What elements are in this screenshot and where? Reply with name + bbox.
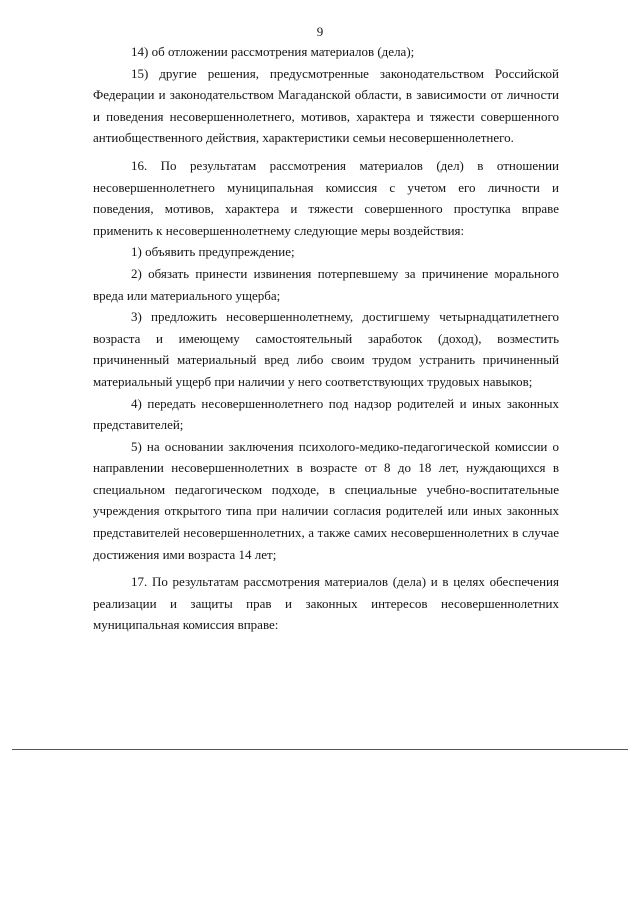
page-number: 9 bbox=[316, 24, 324, 39]
bottom-divider-line bbox=[12, 749, 628, 750]
paragraph-item-14: 14) об отложении рассмотрения материалов (дела); bbox=[131, 44, 415, 59]
paragraph-measure-4: 4) передать несовершеннолетнего под надзор родителей и иных законных представителей; bbox=[93, 395, 559, 433]
paragraph-measure-3: 3) предложить несовершеннолетнему, достигшему четырнадцатилетнего возраста и имеющему самостоятельный заработок (доход), возместить причиненный материальный вред либо своим трудом устранить причиненный материальный ущерб при наличии у него соответствующих трудовых навыков; bbox=[93, 309, 559, 389]
paragraph-measure-2: 2) обязать принести извинения потерпевшему за причинение морального вреда или материального ущерба; bbox=[93, 265, 559, 303]
paragraph-item-15: 15) другие решения, предусмотренные законодательством Российской Федерации и законодательством Магаданской области, в зависимости от личности и поведения несовершеннолетнего, мотивов, характера и тяжести совершенного антиобщественного действия, характеристики семьи несовершеннолетнего. bbox=[93, 65, 559, 146]
paragraph-clause-16: 16. По результатам рассмотрения материалов (дел) в отношении несовершеннолетнего муниципальная комиссия с учетом его личности и поведения, мотивов, характера и тяжести совершенного проступка вправе применить к несовершеннолетнему следующие меры воздействия: bbox=[93, 157, 559, 238]
paragraph-measure-5: 5) на основании заключения психолого-медико-педагогической комиссии о направлении несовершеннолетних в возрасте от 8 до 18 лет, нуждающихся в специальном педагогическом подходе, в специальные учебно-воспитательные учреждения открытого типа при наличии согласия родителей или иных законных представителей несовершеннолетних, а также самих несовершеннолетних в случае достижения ими возраста 14 лет; bbox=[93, 438, 559, 562]
document-body bbox=[93, 41, 559, 636]
paragraph-measure-1: 1) объявить предупреждение; bbox=[131, 244, 295, 260]
paragraph-clause-17: 17. По результатам рассмотрения материалов (дела) и в целях обеспечения реализации и защиты прав и законных интересов несовершеннолетних муниципальная комиссия вправе: bbox=[93, 574, 559, 633]
